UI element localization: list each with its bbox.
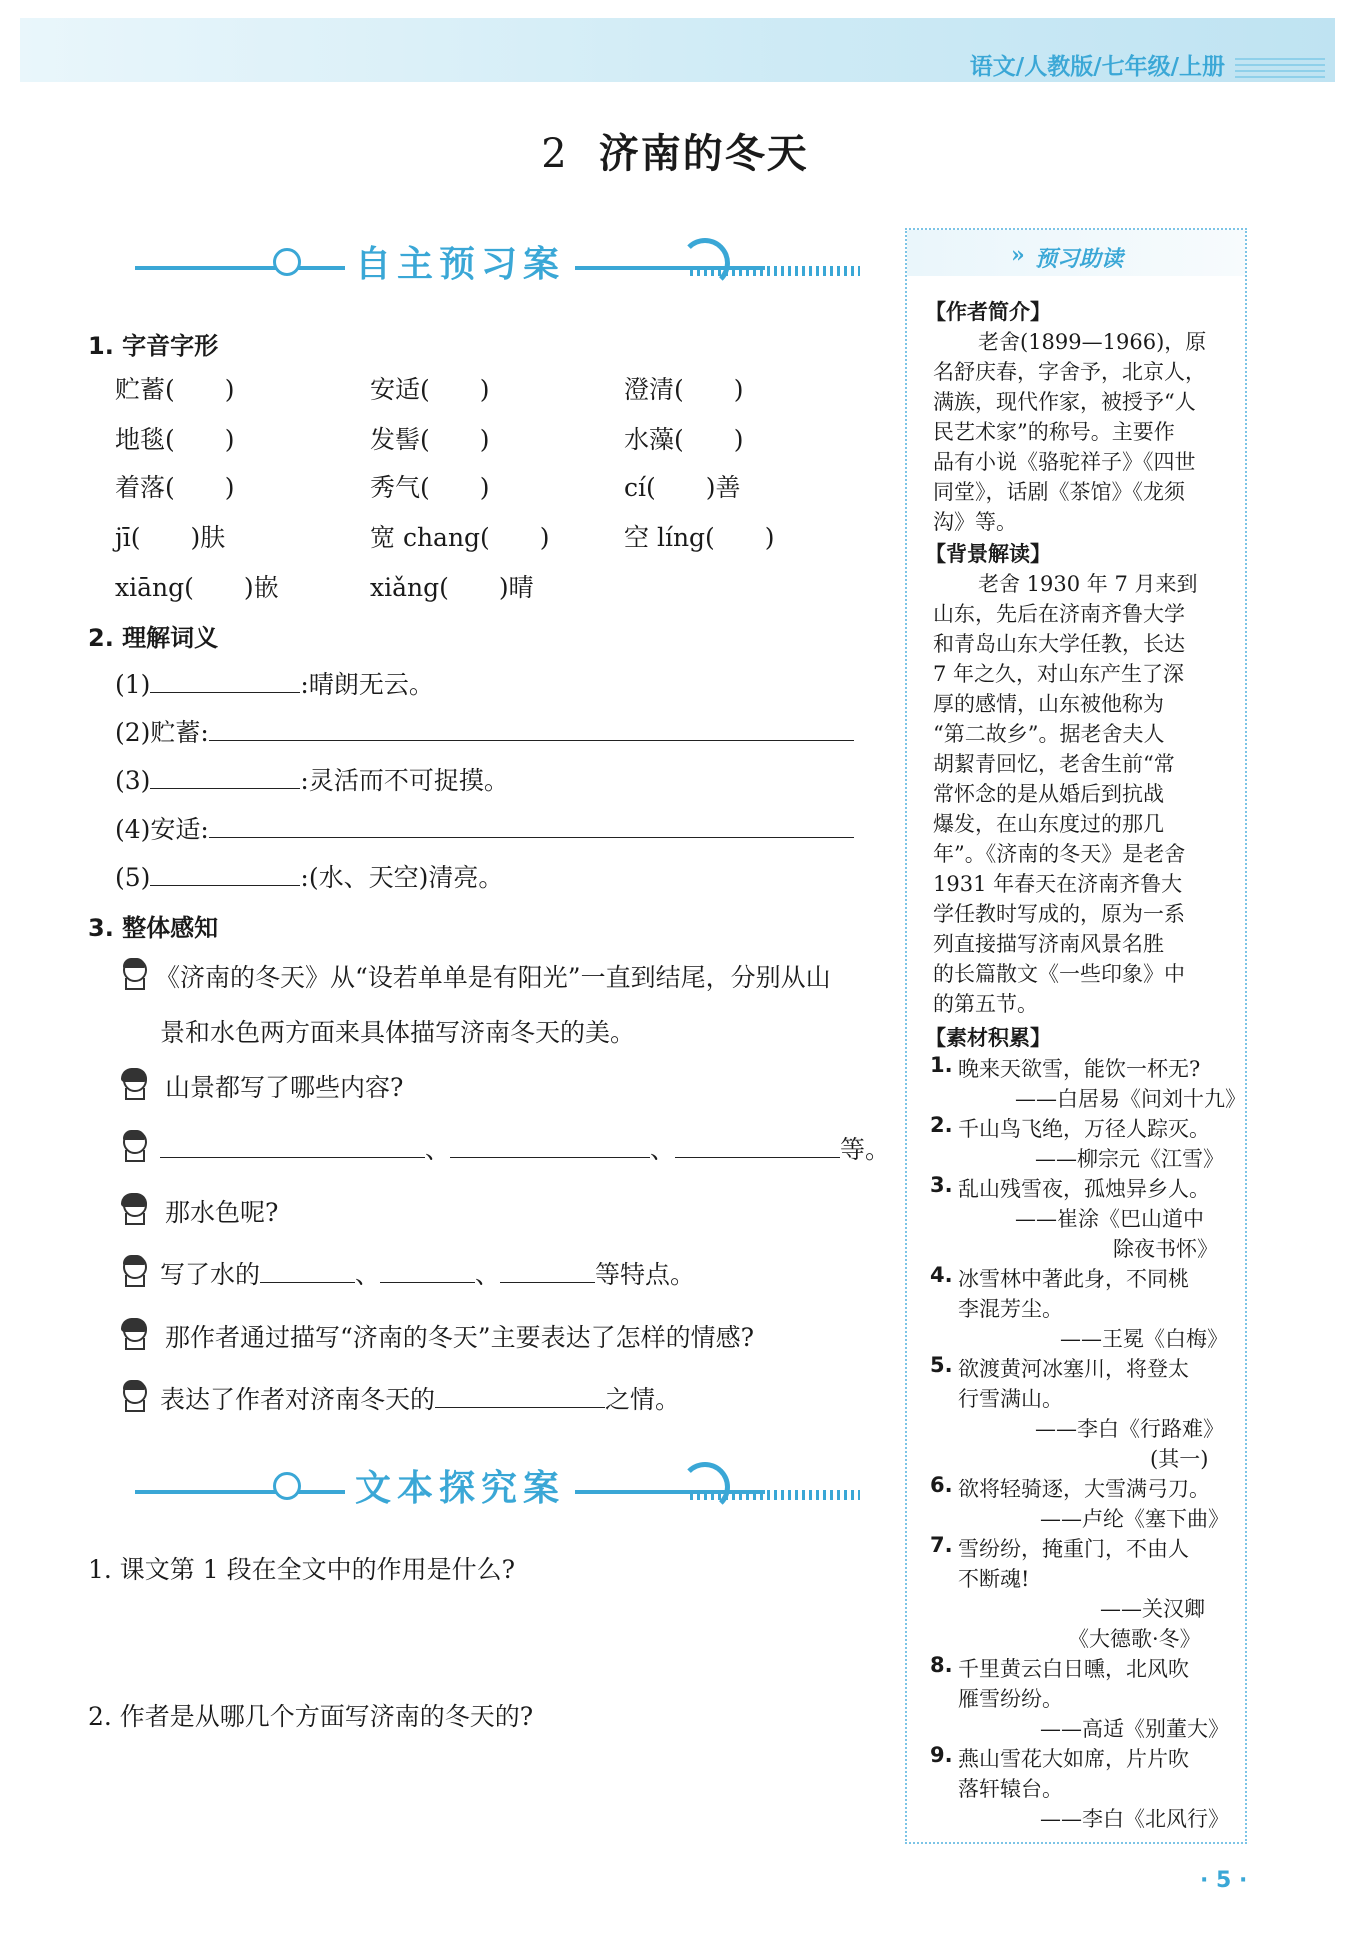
face-body [125, 1150, 145, 1162]
prefix: 表达了作者对济南冬天的 [160, 1385, 436, 1414]
material-source: ——李白《行路难》 [1035, 1417, 1224, 1441]
student-boy-icon [120, 958, 146, 988]
student-boy-icon [120, 1380, 146, 1410]
author-line: 同堂》，话剧《茶馆》《龙须 [933, 480, 1185, 504]
item-num: (3) [115, 766, 151, 795]
answer-blank[interactable] [209, 718, 854, 741]
student-boy-icon [120, 1130, 146, 1160]
background-line: 7 年之久，对山东产生了深 [933, 662, 1185, 686]
answer-blank[interactable] [260, 1260, 355, 1283]
item-text: 地毯( ) [115, 425, 235, 454]
student-boy-icon [120, 1255, 146, 1285]
text: 名舒庆春，字舍予，北京人， [933, 360, 1206, 384]
q3-line-3: 山景都写了哪些内容? [165, 1073, 404, 1102]
inquiry-question-1: 1. 课文第 1 段在全文中的作用是什么? [88, 1555, 516, 1584]
material-line: 雁雪纷纷。 [958, 1687, 1063, 1711]
vocab-item-5 [115, 858, 503, 894]
sep: 、 [425, 1135, 451, 1164]
background-line: 年”。《济南的冬天》是老舍 [933, 842, 1186, 866]
sep: 、 [650, 1135, 676, 1164]
item-text: 水藻( ) [624, 425, 744, 454]
background-line: 的长篇散文《一些印象》中 [933, 962, 1185, 986]
face-hair [121, 1068, 147, 1082]
pinyin-item [624, 370, 744, 406]
face-body [125, 1088, 145, 1100]
background-line: 爆发，在山东度过的那几 [933, 812, 1164, 836]
item-num: (5) [115, 863, 151, 892]
face-body [125, 1338, 145, 1350]
suffix: 等特点。 [595, 1260, 696, 1289]
material-number: 7. [930, 1533, 953, 1557]
author-line: 老舍(1899—1966)，原 [978, 330, 1207, 354]
vocab-item-4 [115, 810, 854, 846]
material-line: 乱山残雪夜，孤烛异乡人。 [958, 1177, 1210, 1201]
item-num: (2) [115, 718, 151, 747]
material-line: 千里黄云白日曛，北风吹 [958, 1657, 1189, 1681]
q3-line-water: 那水色呢? [165, 1198, 279, 1227]
author-heading: 【作者简介】 [925, 300, 1051, 324]
item-text: xiāng( )嵌 [115, 573, 279, 602]
magnifier-icon [273, 1472, 301, 1500]
q3-line-1: 《济南的冬天》从“设若单单是有阳光”一直到结尾，分别从山 [155, 963, 831, 992]
answer-blank[interactable] [150, 766, 300, 789]
background-line: 老舍 1930 年 7 月来到 [978, 572, 1198, 596]
material-line: 千山鸟飞绝，万径人踪灭。 [958, 1117, 1210, 1141]
material-line: 雪纷纷，掩重门，不由人 [958, 1537, 1189, 1561]
item-text: 贮蓄: [150, 718, 209, 747]
material-number: 9. [930, 1743, 953, 1767]
item-text: 澄清( ) [624, 375, 744, 404]
section-title: 文本探究案 [345, 1460, 575, 1511]
q1-heading: 1. 字音字形 [88, 332, 219, 360]
materials-heading: 【素材积累】 [925, 1026, 1051, 1050]
section-title: 自主预习案 [345, 236, 575, 287]
lesson-title-text: 济南的冬天 [598, 130, 809, 177]
author-line [933, 356, 1206, 386]
background-line: “第二故乡”。据老舍夫人 [933, 722, 1165, 746]
section-heading-preview [95, 232, 865, 292]
lesson-title [0, 122, 1350, 179]
material-line: 李混芳尘。 [958, 1297, 1063, 1321]
item-text: :晴朗无云。 [300, 670, 434, 699]
background-line: 列直接描写济南风景名胜 [933, 932, 1164, 956]
inquiry-question-2: 2. 作者是从哪几个方面写济南的冬天的? [88, 1702, 534, 1731]
student-girl-icon [120, 1193, 146, 1223]
vocab-item-3 [115, 761, 509, 797]
header-bar [20, 18, 1335, 82]
material-source: (其一) [1150, 1447, 1209, 1471]
pinyin-item [624, 420, 744, 456]
answer-blank[interactable] [675, 1135, 840, 1158]
pinyin-item [624, 468, 741, 504]
background-line: 常怀念的是从婚后到抗战 [933, 782, 1164, 806]
material-line: 落轩辕台。 [958, 1777, 1063, 1801]
face-hair [123, 1380, 145, 1390]
item-text: jī( )肤 [115, 523, 226, 552]
pinyin-item [115, 370, 235, 406]
item-text: 安适( ) [370, 375, 490, 404]
vocab-item-2 [115, 713, 854, 749]
vocab-item-1 [115, 665, 434, 701]
item-num: (4) [115, 815, 151, 844]
suffix: 等。 [840, 1135, 891, 1164]
answer-blank[interactable] [435, 1385, 605, 1408]
item-text: cí( )善 [624, 473, 741, 502]
item-text: :(水、天空)清亮。 [300, 863, 504, 892]
material-number: 8. [930, 1653, 953, 1677]
answer-blank[interactable] [150, 670, 300, 693]
face-hair [121, 1318, 147, 1332]
item-text: 秀气( ) [370, 473, 490, 502]
material-source: ——白居易《问刘十九》 [1015, 1087, 1246, 1111]
author-line: 品有小说《骆驼祥子》《四世 [933, 450, 1196, 474]
material-line: 冰雪林中著此身，不同桃 [958, 1267, 1189, 1291]
sep: 、 [355, 1260, 381, 1289]
dotted-decoration [690, 1490, 860, 1500]
q3-blanks-emotion [160, 1380, 680, 1416]
q2-heading: 2. 理解词义 [88, 624, 219, 652]
pinyin-item [115, 468, 235, 504]
face-body [125, 1213, 145, 1225]
material-number: 3. [930, 1173, 953, 1197]
q3-blanks-mountain [160, 1130, 890, 1166]
answer-blank[interactable] [150, 863, 300, 886]
material-number: 6. [930, 1473, 953, 1497]
q3-heading: 3. 整体感知 [88, 914, 219, 942]
student-girl-icon [120, 1068, 146, 1098]
material-line: 欲渡黄河冰塞川，将登太 [958, 1357, 1189, 1381]
sep: 、 [475, 1260, 501, 1289]
material-source: ——高适《别董大》 [1040, 1717, 1229, 1741]
material-source: 除夜书怀》 [1113, 1237, 1218, 1261]
answer-blank[interactable] [160, 1135, 425, 1158]
item-text: 安适: [150, 815, 209, 844]
answer-blank[interactable] [500, 1260, 595, 1283]
background-line: 学任教时写成的，原为一系 [933, 902, 1185, 926]
material-number: 1. [930, 1053, 953, 1077]
item-text: :灵活而不可捉摸。 [300, 766, 509, 795]
material-line: 欲将轻骑逐，大雪满弓刀。 [958, 1477, 1210, 1501]
material-source: ——柳宗元《江雪》 [1035, 1147, 1224, 1171]
dotted-decoration [690, 266, 860, 276]
item-text: xiǎng( )晴 [370, 573, 534, 602]
item-text: 着落( ) [115, 473, 235, 502]
material-number: 4. [930, 1263, 953, 1287]
page-number: · 5 · [1200, 1868, 1248, 1893]
face-body [125, 1400, 145, 1412]
face-hair [123, 1255, 145, 1265]
section-heading-inquiry [95, 1456, 865, 1516]
pinyin-item [115, 518, 225, 554]
header-stripes [1235, 54, 1325, 78]
student-girl-icon [120, 1318, 146, 1348]
face-hair [123, 1130, 145, 1140]
material-source: 《大德歌·冬》 [1068, 1627, 1201, 1651]
q3-blanks-water [160, 1255, 695, 1291]
material-source: ——李白《北风行》 [1040, 1807, 1229, 1831]
double-chevron-icon: » [1011, 242, 1025, 268]
pinyin-item [115, 568, 279, 604]
answer-blank[interactable] [209, 815, 854, 838]
sidebar-title: 预习助读 [1035, 247, 1124, 272]
material-line: 行雪满山。 [958, 1387, 1063, 1411]
prefix: 写了水的 [160, 1260, 261, 1289]
pinyin-item [370, 518, 550, 554]
face-body [125, 978, 145, 990]
suffix: 之情。 [605, 1385, 681, 1414]
material-line: 燕山雪花大如席，片片吹 [958, 1747, 1189, 1771]
arc-decoration [680, 1462, 730, 1512]
face-hair [123, 958, 145, 968]
material-source: ——崔涂《巴山道中 [1015, 1207, 1204, 1231]
item-text: 贮蓄( ) [115, 375, 235, 404]
background-line: 1931 年春天在济南齐鲁大 [933, 872, 1183, 896]
item-text: 宽 chang( ) [370, 523, 550, 552]
pinyin-item [370, 420, 490, 456]
material-source: ——关汉卿 [1100, 1597, 1205, 1621]
author-line: 满族，现代作家，被授予“人 [933, 390, 1196, 414]
material-number: 5. [930, 1353, 953, 1377]
magnifier-icon [273, 248, 301, 276]
subject-label: 语文/人教版/七年级/上册 [969, 54, 1225, 80]
pinyin-item [115, 420, 235, 456]
author-line: 沟》等。 [933, 510, 1017, 534]
item-text: 空 líng( ) [624, 523, 775, 552]
pinyin-item [370, 568, 534, 604]
pinyin-item [624, 518, 775, 554]
q3-line-emotion: 那作者通过描写“济南的冬天”主要表达了怎样的情感? [165, 1323, 754, 1352]
face-hair [121, 1193, 147, 1207]
author-line: 民艺术家”的称号。主要作 [933, 420, 1175, 444]
background-heading: 【背景解读】 [925, 542, 1051, 566]
material-source: ——卢纶《塞下曲》 [1040, 1507, 1229, 1531]
background-line: 厚的感情，山东被他称为 [933, 692, 1164, 716]
background-line: 的第五节。 [933, 992, 1038, 1016]
background-line: 和青岛山东大学任教，长达 [933, 632, 1185, 656]
pinyin-item [370, 468, 490, 504]
q3-line-2: 景和水色两方面来具体描写济南冬天的美。 [160, 1018, 636, 1047]
item-num: (1) [115, 670, 151, 699]
answer-blank[interactable] [450, 1135, 650, 1158]
lesson-number: 2 [541, 131, 569, 177]
sidebar-title-bar [907, 230, 1245, 276]
material-line: 不断魂! [958, 1567, 1030, 1591]
background-line: 胡絜青回忆，老舍生前“常 [933, 752, 1175, 776]
material-number: 2. [930, 1113, 953, 1137]
answer-blank[interactable] [380, 1260, 475, 1283]
arc-decoration [680, 238, 730, 288]
face-body [125, 1275, 145, 1287]
material-line: 晚来天欲雪，能饮一杯无? [958, 1057, 1201, 1081]
background-line: 山东，先后在济南齐鲁大学 [933, 602, 1185, 626]
item-text: 发髻( ) [370, 425, 490, 454]
pinyin-item [370, 370, 490, 406]
material-source: ——王冕《白梅》 [1060, 1327, 1228, 1351]
